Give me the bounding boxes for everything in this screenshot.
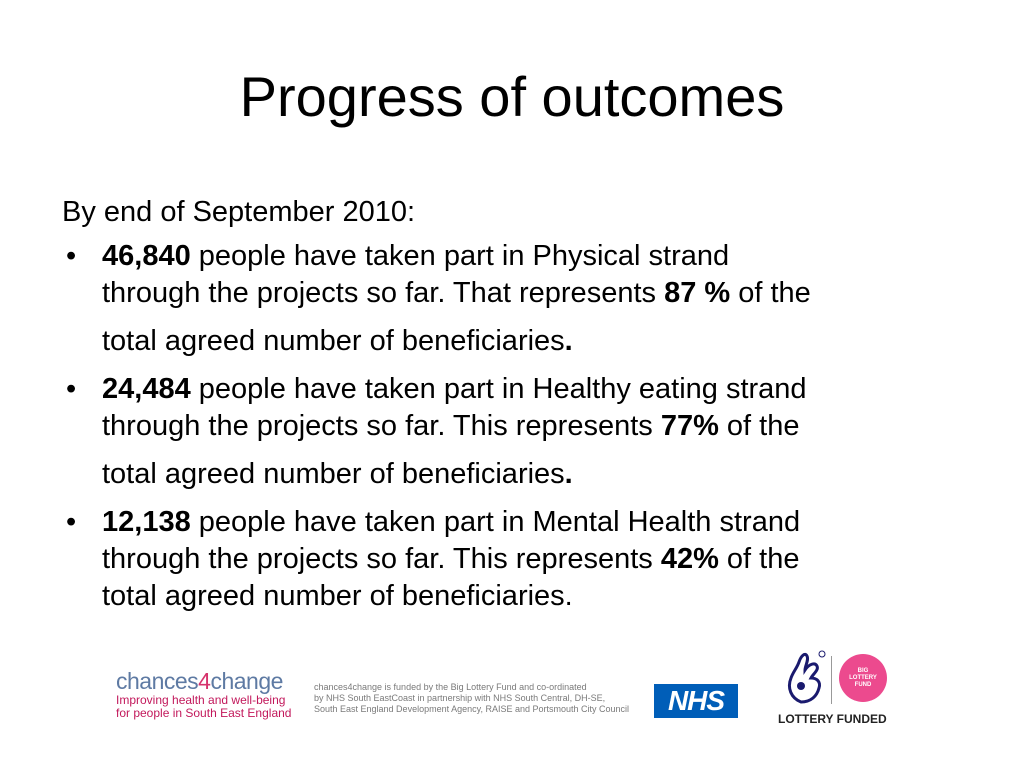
bullet-text: total agreed number of beneficiaries bbox=[102, 458, 565, 490]
funding-note-line: South East England Development Agency, RAISE and Portsmouth City Council bbox=[314, 704, 630, 714]
bullet-text: people have taken part in Healthy eating strand bbox=[190, 373, 807, 405]
big-lottery-fund-badge bbox=[839, 654, 887, 702]
bullet-line bbox=[102, 578, 962, 615]
intro-text: By end of September 2010: bbox=[62, 196, 416, 228]
bullet-line bbox=[102, 541, 962, 578]
participant-count: 46,840 bbox=[102, 240, 191, 272]
bullet-item-healthy-eating bbox=[62, 371, 962, 499]
slide-title: Progress of outcomes bbox=[239, 65, 785, 128]
wordmark-part: 4 bbox=[198, 668, 211, 694]
badge-text: LOTTERY bbox=[849, 674, 877, 681]
logo-divider bbox=[831, 656, 832, 704]
bullet-list bbox=[62, 238, 962, 620]
participant-count: 24,484 bbox=[102, 373, 191, 405]
bullet-marker: • bbox=[66, 373, 77, 405]
bullet-item-mental-health bbox=[62, 504, 962, 615]
badge-text: BIG bbox=[857, 667, 869, 674]
percentage-value: 42% bbox=[660, 543, 719, 575]
bullet-marker: • bbox=[66, 506, 77, 538]
bullet-text: through the projects so far. This represents bbox=[102, 543, 661, 575]
bullet-text: total agreed number of beneficiaries. bbox=[102, 580, 573, 612]
funding-note bbox=[314, 682, 629, 715]
crossed-fingers-icon bbox=[779, 648, 827, 706]
chances4change-tagline: Improving health and well-being bbox=[116, 693, 286, 707]
bullet-item-physical bbox=[62, 238, 962, 366]
wordmark-part: change bbox=[210, 668, 283, 694]
bullet-text: of the bbox=[718, 410, 800, 442]
chances4change-logo bbox=[116, 668, 291, 720]
lottery-funded-logo bbox=[775, 648, 895, 758]
chances4change-wordmark bbox=[116, 668, 291, 694]
bullet-text: through the projects so far. This represents bbox=[102, 410, 661, 442]
bullet-line bbox=[102, 275, 962, 312]
percentage-value: 87 % bbox=[664, 277, 731, 309]
bullet-line bbox=[102, 445, 962, 499]
bullet-text: through the projects so far. That represents bbox=[102, 277, 665, 309]
wordmark-part: chances bbox=[116, 668, 199, 694]
nhs-logo: NHS bbox=[654, 684, 738, 718]
funding-note-line: chances4change is funded by the Big Lottery Fund and co-ordinated bbox=[314, 682, 587, 692]
bullet-text: people have taken part in Physical strand bbox=[190, 240, 730, 272]
lottery-funded-text: LOTTERY FUNDED bbox=[778, 712, 887, 726]
bullet-line bbox=[102, 238, 962, 275]
bullet-text: of the bbox=[730, 277, 811, 309]
bullet-line bbox=[102, 408, 962, 445]
bullet-text: of the bbox=[718, 543, 800, 575]
percentage-value: 77% bbox=[660, 410, 719, 442]
footer-logos bbox=[0, 658, 1024, 768]
badge-text: FUND bbox=[854, 681, 872, 688]
bullet-line bbox=[102, 371, 962, 408]
bullet-end-period: . bbox=[564, 458, 573, 490]
bullet-end-period: . bbox=[564, 325, 573, 357]
bullet-marker: • bbox=[66, 240, 77, 272]
chances4change-tagline: for people in South East England bbox=[116, 706, 292, 720]
bullet-text: people have taken part in Mental Health strand bbox=[190, 506, 801, 538]
funding-note-line: by NHS South EastCoast in partnership with NHS South Central, DH-SE, bbox=[314, 693, 606, 703]
bullet-line bbox=[102, 504, 962, 541]
participant-count: 12,138 bbox=[102, 506, 191, 538]
bullet-text: total agreed number of beneficiaries bbox=[102, 325, 565, 357]
bullet-line bbox=[102, 312, 962, 366]
